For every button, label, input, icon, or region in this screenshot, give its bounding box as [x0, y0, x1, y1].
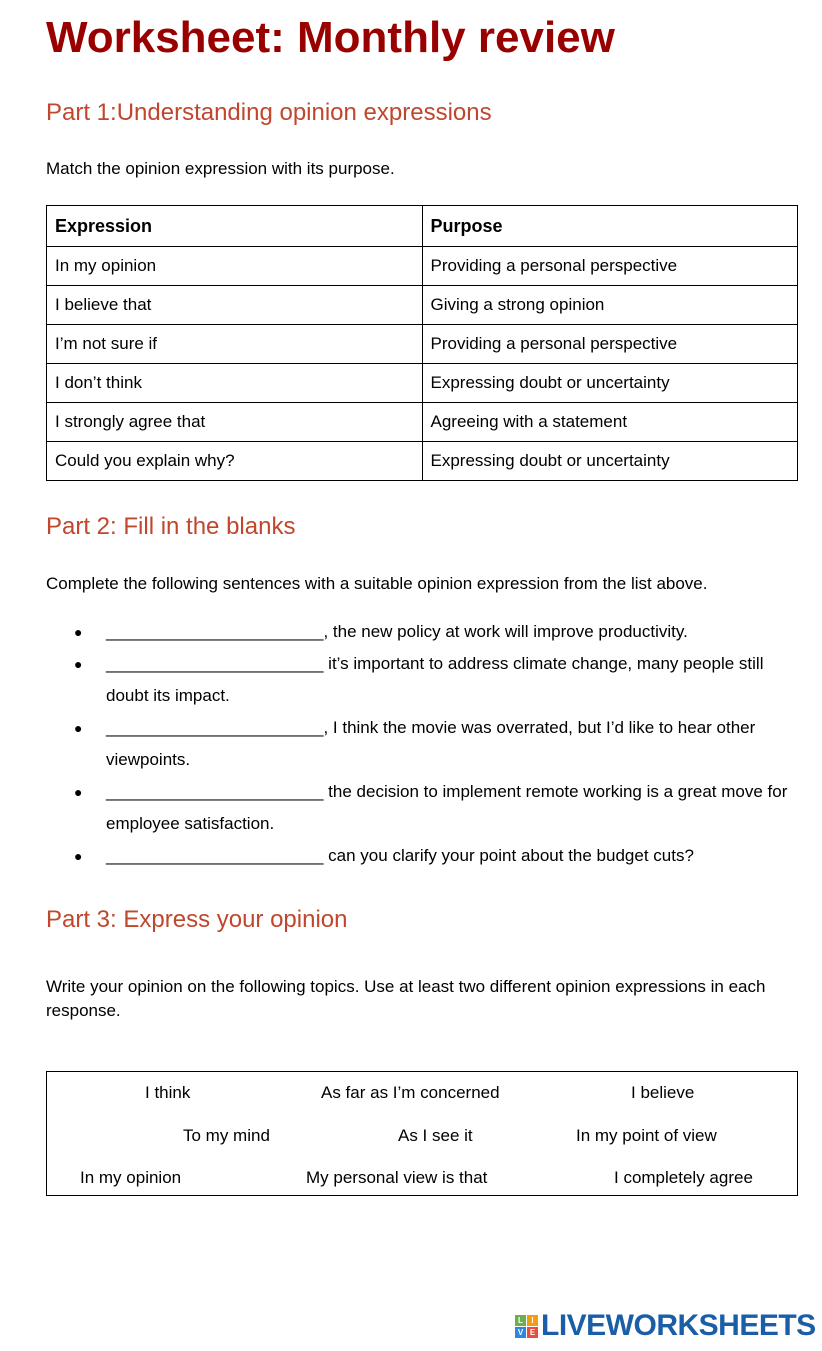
- purpose-cell: Expressing doubt or uncertainty: [422, 364, 798, 403]
- liveworksheets-wordmark: LIVEWORKSHEETS: [541, 1309, 816, 1342]
- table-row: [47, 286, 798, 325]
- expression-header: Expression: [47, 206, 423, 247]
- liveworksheets-logo: [515, 1310, 816, 1342]
- part2-instruction: Complete the following sentences with a suitable opinion expression from the list above.: [46, 574, 708, 593]
- purpose-cell: Giving a strong opinion: [422, 286, 798, 325]
- word-bank-item: In my opinion: [80, 1168, 182, 1187]
- purpose-cell: Providing a personal perspective: [422, 325, 798, 364]
- part3-heading: Part 3: Express your opinion: [46, 906, 348, 933]
- logo-letter: I: [527, 1315, 538, 1326]
- word-bank-item: My personal view is that: [306, 1168, 488, 1187]
- list-item: [46, 648, 806, 712]
- expression-cell: I strongly agree that: [47, 403, 423, 442]
- purpose-cell: Expressing doubt or uncertainty: [422, 442, 798, 481]
- bullet-icon: ●: [74, 720, 83, 736]
- word-bank: [46, 1071, 798, 1196]
- bullet-icon: ●: [74, 656, 83, 672]
- table-row: [47, 403, 798, 442]
- part1-heading: Part 1:Understanding opinion expressions: [46, 99, 492, 126]
- word-bank-item: As far as I’m concerned: [321, 1083, 500, 1102]
- bullet-icon: ●: [74, 784, 83, 800]
- word-bank-item: I think: [145, 1083, 191, 1102]
- list-item: [46, 616, 806, 648]
- purpose-cell: Providing a personal perspective: [422, 247, 798, 286]
- table-row: [47, 364, 798, 403]
- sentence-text: _______________________, I think the movie was overrated, but I’d like to hear other viewpoints.: [106, 718, 756, 769]
- expression-cell: I’m not sure if: [47, 325, 423, 364]
- part1-instruction: Match the opinion expression with its purpose.: [46, 159, 395, 178]
- table-row: [47, 325, 798, 364]
- expression-cell: Could you explain why?: [47, 442, 423, 481]
- table-row: [47, 247, 798, 286]
- logo-letter: E: [527, 1327, 538, 1338]
- sentence-text: _______________________ it’s important to address climate change, many people still doubt its impact.: [106, 654, 764, 705]
- table-row: [47, 442, 798, 481]
- sentence-text: _______________________ can you clarify your point about the budget cuts?: [106, 846, 694, 865]
- logo-letter: V: [515, 1327, 526, 1338]
- part2-heading: Part 2: Fill in the blanks: [46, 513, 296, 540]
- bullet-icon: ●: [74, 848, 83, 864]
- word-bank-item: I completely agree: [614, 1168, 753, 1187]
- sentence-text: _______________________, the new policy at work will improve productivity.: [106, 622, 688, 641]
- expression-cell: I believe that: [47, 286, 423, 325]
- list-item: [46, 776, 806, 840]
- table-header-row: [47, 206, 798, 247]
- liveworksheets-logo-icon: [515, 1315, 538, 1338]
- expression-cell: I don’t think: [47, 364, 423, 403]
- list-item: [46, 840, 806, 872]
- purpose-header: Purpose: [422, 206, 798, 247]
- purpose-cell: Agreeing with a statement: [422, 403, 798, 442]
- word-bank-item: In my point of view: [576, 1126, 717, 1145]
- word-bank-item: To my mind: [183, 1126, 270, 1145]
- expression-cell: In my opinion: [47, 247, 423, 286]
- matching-table: [46, 205, 798, 481]
- fill-blanks-list: [46, 616, 806, 872]
- list-item: [46, 712, 806, 776]
- logo-letter: L: [515, 1315, 526, 1326]
- sentence-text: _______________________ the decision to implement remote working is a great move for employee satisfaction.: [106, 782, 788, 833]
- word-bank-item: As I see it: [398, 1126, 473, 1145]
- page-title: Worksheet: Monthly review: [46, 13, 615, 62]
- part3-instruction: Write your opinion on the following topics. Use at least two different opinion expressions in each response.: [46, 977, 766, 1020]
- word-bank-item: I believe: [631, 1083, 695, 1102]
- bullet-icon: ●: [74, 624, 83, 640]
